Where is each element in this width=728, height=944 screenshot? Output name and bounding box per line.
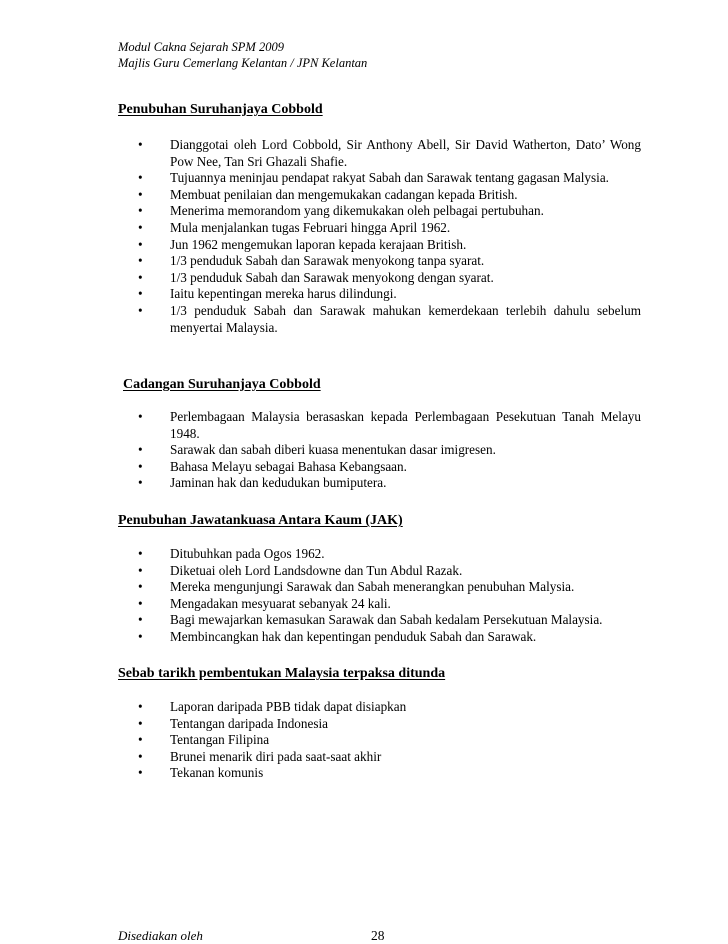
bullet-icon: •: [138, 286, 143, 302]
list-item: • Brunei menarik diri pada saat-saat akhir: [138, 748, 382, 764]
list-item: • Tentangan Filipina: [138, 732, 270, 748]
list-item: • Ditubuhkan pada Ogos 1962.: [138, 546, 325, 561]
list-item: • Perlembagaan Malaysia berasaskan kepada Perlembagaan Pesekutuan Tanah Melayu 1948.: [138, 409, 641, 441]
list-item: • Tujuannya meninjau pendapat rakyat Sabah dan Sarawak tentang gagasan Malysia.: [138, 170, 609, 186]
bullet-icon: •: [138, 302, 143, 318]
bullet-icon: •: [138, 562, 143, 578]
list-penubuhan-jak: [130, 546, 641, 646]
bullet-icon: •: [138, 732, 143, 748]
bullet-icon: •: [138, 409, 143, 424]
bullet-icon: •: [138, 475, 143, 491]
bullet-icon: •: [138, 253, 143, 269]
list-item: • Membuat penilaian dan mengemukakan cadangan kepada British.: [138, 186, 518, 202]
list-sebab-ditunda: [130, 699, 641, 782]
bullet-icon: •: [138, 219, 143, 235]
section-title-penubuhan-suruhanjaya: Penubuhan Suruhanjaya Cobbold: [118, 102, 323, 117]
bullet-icon: •: [138, 186, 143, 202]
list-item: • Dianggotai oleh Lord Cobbold, Sir Anthony Abell, Sir David Watherton, Dato’ Wong Pow Nee, Tan Sri Ghazali Shafie.: [138, 137, 641, 169]
list-item: • Bahasa Melayu sebagai Bahasa Kebangsaan.: [138, 458, 407, 474]
list-cadangan-suruhanjaya: [130, 409, 641, 492]
bullet-icon: •: [138, 748, 143, 764]
list-item: • Mengadakan mesyuarat sebanyak 24 kali.: [138, 595, 391, 611]
list-penubuhan-suruhanjaya: [130, 137, 641, 336]
list-item: • Menerima memorandom yang dikemukakan oleh pelbagai pertubuhan.: [138, 203, 544, 219]
bullet-icon: •: [138, 595, 143, 611]
list-item: • Mereka mengunjungi Sarawak dan Sabah menerangkan penubuhan Malysia.: [138, 579, 575, 595]
bullet-icon: •: [138, 137, 143, 152]
bullet-icon: •: [138, 458, 143, 474]
list-item: • Tekanan komunis: [138, 765, 264, 781]
bullet-icon: •: [138, 170, 143, 186]
list-item: • Jaminan hak dan kedudukan bumiputera.: [138, 475, 387, 491]
bullet-icon: •: [138, 236, 143, 252]
section-title-cadangan-suruhanjaya: Cadangan Suruhanjaya Cobbold: [123, 377, 321, 392]
list-item: • Jun 1962 mengemukan laporan kepada kerajaan British.: [138, 236, 467, 252]
list-item: • Laporan daripada PBB tidak dapat disiapkan: [138, 699, 407, 714]
header-line-2: Majlis Guru Cemerlang Kelantan / JPN Kelantan: [118, 56, 368, 70]
bullet-icon: •: [138, 612, 143, 628]
list-item: • Bagi mewajarkan kemasukan Sarawak dan Sabah kedalam Persekutuan Malaysia.: [138, 612, 603, 628]
list-item: • 1/3 penduduk Sabah dan Sarawak menyokong dengan syarat.: [138, 269, 494, 285]
section-title-sebab-ditunda: Sebab tarikh pembentukan Malaysia terpaksa ditunda: [118, 666, 446, 681]
bullet-icon: •: [138, 546, 143, 561]
bullet-icon: •: [138, 699, 143, 714]
bullet-icon: •: [138, 715, 143, 731]
list-item: • 1/3 penduduk Sabah dan Sarawak menyokong tanpa syarat.: [138, 253, 485, 269]
list-item: • Iaitu kepentingan mereka harus dilindungi.: [138, 286, 397, 302]
list-item: • Membincangkan hak dan kepentingan penduduk Sabah dan Sarawak.: [138, 628, 537, 644]
bullet-icon: •: [138, 765, 143, 781]
bullet-icon: •: [138, 579, 143, 595]
list-item: • Mula menjalankan tugas Februari hingga April 1962.: [138, 219, 451, 235]
list-item: • Tentangan daripada Indonesia: [138, 715, 328, 731]
list-item: • Sarawak dan sabah diberi kuasa menentukan dasar imigresen.: [138, 442, 496, 458]
page-number: 28: [371, 928, 385, 943]
bullet-icon: •: [138, 203, 143, 219]
list-item: • 1/3 penduduk Sabah dan Sarawak mahukan kemerdekaan terlebih dahulu sebelum menyertai Malaysia.: [138, 302, 641, 335]
header-line-1: Modul Cakna Sejarah SPM 2009: [118, 40, 284, 54]
bullet-icon: •: [138, 269, 143, 285]
footer-prepared-by: Disediakan oleh: [118, 928, 203, 943]
list-item: • Diketuai oleh Lord Landsdowne dan Tun Abdul Razak.: [138, 562, 463, 578]
bullet-icon: •: [138, 628, 143, 644]
section-title-penubuhan-jak: Penubuhan Jawatankuasa Antara Kaum (JAK): [118, 513, 403, 528]
bullet-icon: •: [138, 442, 143, 458]
page-header: [118, 39, 367, 71]
